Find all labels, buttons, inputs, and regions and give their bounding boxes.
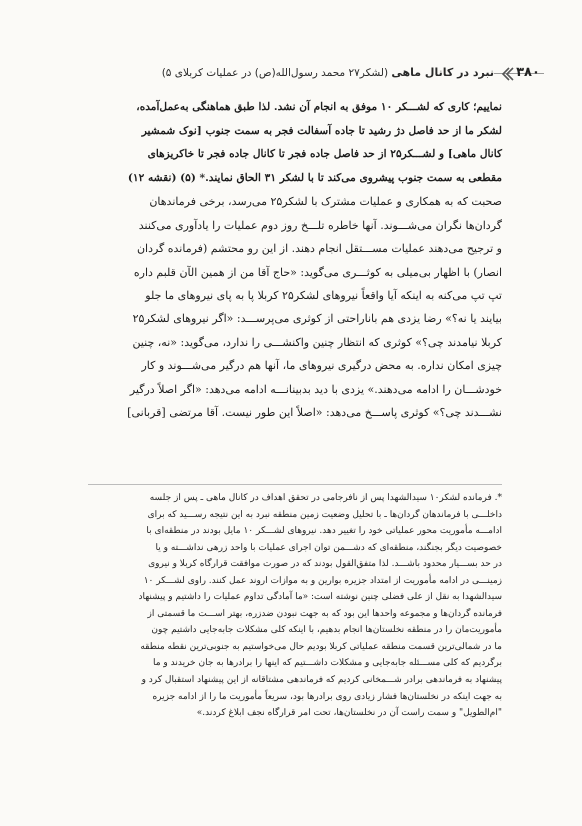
page-number: ۳۸۰ xyxy=(516,65,540,80)
main-paragraph xyxy=(88,190,502,424)
footnote-line: خصوصیت دیگر بجنگند، منطقه‌ای که دشـــمن توان اجرای عملیات با واحد زرهی نداشـــته و یا xyxy=(155,542,502,553)
footnote-line: *. فرمانده لشکر۱۰ سیدالشهدا پس از نافرجامی در تحقق اهداف در کانال ماهی ـ پس از جلسه xyxy=(149,493,502,503)
paragraph-line: نشـــدند چی؟» کوثری پاســـخ می‌دهد: «اصلاً این طور نیست. آقا مرتضی [قربانی] xyxy=(127,406,502,420)
paragraph-line: گردان‌ها نگران می‌شـــوند. آنها خاطره تلـــخ روز دوم عملیات را یادآوری می‌کنند xyxy=(138,218,502,232)
footnote-separator xyxy=(88,484,502,485)
footnote-line: ما در شمالی‌ترین قسمت منطقه عملیاتی کربلا بودیم حال می‌خواستیم به جنوبی‌ترین نقطه منطقه xyxy=(140,641,502,652)
paragraph-line: چیزی امکان نداره. به محض درگیری نیروهای ما، آنها هم درگیر می‌شـــوند و کار xyxy=(141,359,502,373)
footnote-line: زمینـــی در ادامه مأموریت از امتداد جزیره بوارین و به موازات اروند عمل کنند. راوی لشـــکر ۱۰ xyxy=(143,575,502,586)
footnote-line: داخلـــی با فرماندهان گردان‌ها ـ با تحلیل وضعیت زمین منطقه نبرد به این نتیجه رســـید که برای xyxy=(147,509,502,520)
body-text xyxy=(88,96,502,424)
paragraph-line: تپ تپ می‌کنه به اینکه آیا واقعاً نیروهای لشکر۲۵ کربلا پا به پای نیروهای ما جلو xyxy=(145,289,502,302)
running-header xyxy=(161,64,544,84)
footnote-line: سیدالشهدا به نقل از علی فضلی چنین نوشته است: «ما آمادگی تداوم عملیات را داشتیم و پیشنهاد xyxy=(138,592,502,603)
quote-line: نماییم؛ کاری که لشـــکر ۱۰ موفق به انجام آن نشد. لذا طبق هماهنگی به‌عمل‌آمده، xyxy=(136,101,502,113)
quote-line: مقطعی به سمت جنوب پیشروی می‌کند تا با لشکر ۳۱ الحاق نمایند.* (۵) (نقشه ۱۲) xyxy=(127,171,502,184)
footnote-line: ادامـــه مأموریت محور عملیاتی خود را تغییر دهد. نیروهای لشـــکر ۱۰ مایل بودند در منطقه‌ای با xyxy=(146,526,502,537)
footnote-line: "ام‌الطویل" و سمت راست آن در نخلستان‌ها، تحت امر قرارگاه نجف ابلاغ کردند.» xyxy=(196,708,502,719)
paragraph-line: خودشـــان را ادامه می‌دهند.» یزدی با دید بدبینانـــه ادامه می‌دهد: «اگر اصلاً درگیر xyxy=(129,382,502,396)
footnote-line: به جهت اینکه در نخلستان‌ها فشار زیادی روی برادرها بود، سریعاً مأموریت ما را از ادامه جزیره xyxy=(152,691,502,702)
paragraph-line: انصار) با اظهار بی‌میلی به کوثـــری می‌گوید: «حاج آقا من از همین الآن قلبم داره xyxy=(133,265,502,279)
quote-line: لشکر ما از حد فاصل دژ رشید تا جاده آسفالت فجر به سمت جنوب [نوک شمشیر xyxy=(141,124,502,137)
header-title-main: نبرد در کانال ماهی xyxy=(391,66,494,79)
quote-line: کانال ماهی] و لشـــکر۲۵ از حد فاصل جاده فجر تا کانال جاده فجر تا خاکریزهای xyxy=(147,148,502,161)
paragraph-line: و ترجیح می‌دهند عملیات مســـتقل انجام دهند. از این رو محتشم (فرمانده گردان xyxy=(136,242,502,256)
footnote-line: پیشنهاد به فرماندهی برادر شـــمخانی کردیم که فرماندهی مشتاقانه از این پیشنهاد استقبال کرد و xyxy=(141,675,502,686)
footnote-line: فرمانده گردان‌ها و مجموعه واحدها این بود که به جهت نبودن ضدزره، بهتر اســـت ما قسمتی از xyxy=(147,608,502,619)
paragraph-line: کربلا نیامدند چی؟» کوثری که انتظار چنین واکنشـــی را ندارد، می‌گوید: «نه، چنین xyxy=(132,335,502,349)
footnote-line: برگردیم که کلی مســـئله جابه‌جایی و مشکلات داشـــتیم که اینها را برادرها به جان خریدند و ما xyxy=(152,658,502,669)
footnote-line: مأموریت‌مان را در منطقه نخلستان‌ها انجام بدهیم، با اینکه کلی مشکلات جابه‌جایی داشتیم چون xyxy=(151,625,502,636)
footnote-line: در حد بســـیار محدود باشـــد. لذا متفق‌القول بودند که در صورت موافقت قرارگاه کربلا و نیروی xyxy=(148,559,502,570)
footnote xyxy=(88,490,502,722)
paragraph-line: بیایند یا نه؟» رضا یزدی هم باناراحتی از کوثری می‌پرســـد: «اگر نیروهای لشکر۲۵ xyxy=(132,312,502,326)
header-subtitle: (لشکر۲۷ محمد رسول‌الله(ص) در عملیات کربلای ۵) xyxy=(161,67,389,79)
paragraph-line: صحبت که به همکاری و عملیات مشترک با لشکر۲۵ می‌رسد، برخی فرماندهان xyxy=(149,195,502,209)
quoted-passage xyxy=(88,96,502,190)
header-title xyxy=(156,65,494,81)
